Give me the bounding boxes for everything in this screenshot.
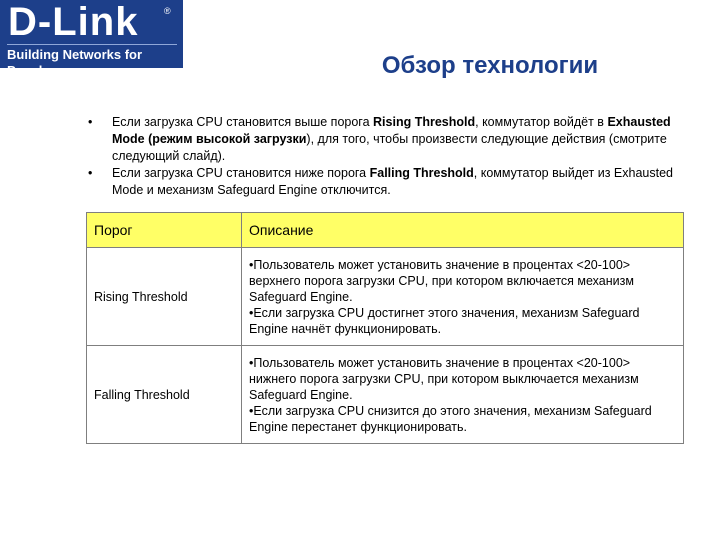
bullet-text-part: Если загрузка CPU становится ниже порога [112, 166, 370, 180]
description-line: •Пользователь может установить значение в процентах <20-100> верхнего порога загрузки CPU, при котором включается механизм Safeguard Engine. [249, 257, 634, 304]
threshold-name: Falling Threshold [87, 346, 242, 444]
threshold-description [242, 346, 684, 444]
description-line: •Пользователь может установить значение в процентах <20-100> нижнего порога загрузки CPU, при котором выключается механизм Safeguard Engine. [249, 355, 639, 402]
threshold-table [86, 212, 684, 444]
bullet-text-part: ), для того, чтобы произвести следующие действия (смотрите следующий слайд). [112, 132, 667, 163]
bullet-text [112, 165, 678, 199]
table-row [87, 346, 684, 444]
bullet-icon: • [88, 166, 93, 180]
description-line: •Если загрузка CPU достигнет этого значения, механизм Safeguard Engine начнёт функционировать. [249, 305, 640, 336]
table-header-row [87, 213, 684, 248]
bullet-text-bold: Falling Threshold [369, 166, 474, 180]
threshold-description [242, 248, 684, 346]
bullet-text-part: , коммутатор выйдет из Exhausted Mode и механизм Safeguard Engine отключится. [112, 166, 673, 197]
bullet-text-part: Если загрузка CPU становится выше порога [112, 115, 374, 129]
table-row [87, 248, 684, 346]
bullet-text-bold: Exhausted Mode (режим высокой загрузки [112, 115, 671, 146]
bullet-text-bold: Rising Threshold [373, 115, 476, 129]
logo-brand: D-Link [8, 0, 139, 44]
dlink-logo [0, 0, 183, 78]
bullet-icon: • [88, 115, 93, 129]
threshold-name: Rising Threshold [87, 248, 242, 346]
description-line: •Если загрузка CPU снизится до этого значения, механизм Safeguard Engine перестанет функционировать. [249, 403, 652, 434]
logo-tagline: Building Networks for People [7, 44, 177, 79]
bullet-list [88, 114, 678, 199]
bullet-text-part: , коммутатор войдёт в [475, 115, 608, 129]
logo-registered-mark: ® [164, 6, 171, 16]
header-description: Описание [242, 213, 684, 248]
bullet-text [112, 114, 678, 165]
header-threshold: Порог [87, 213, 242, 248]
bullet-item [88, 114, 678, 165]
bullet-item [88, 165, 678, 199]
slide-title: Обзор технологии [381, 52, 599, 79]
